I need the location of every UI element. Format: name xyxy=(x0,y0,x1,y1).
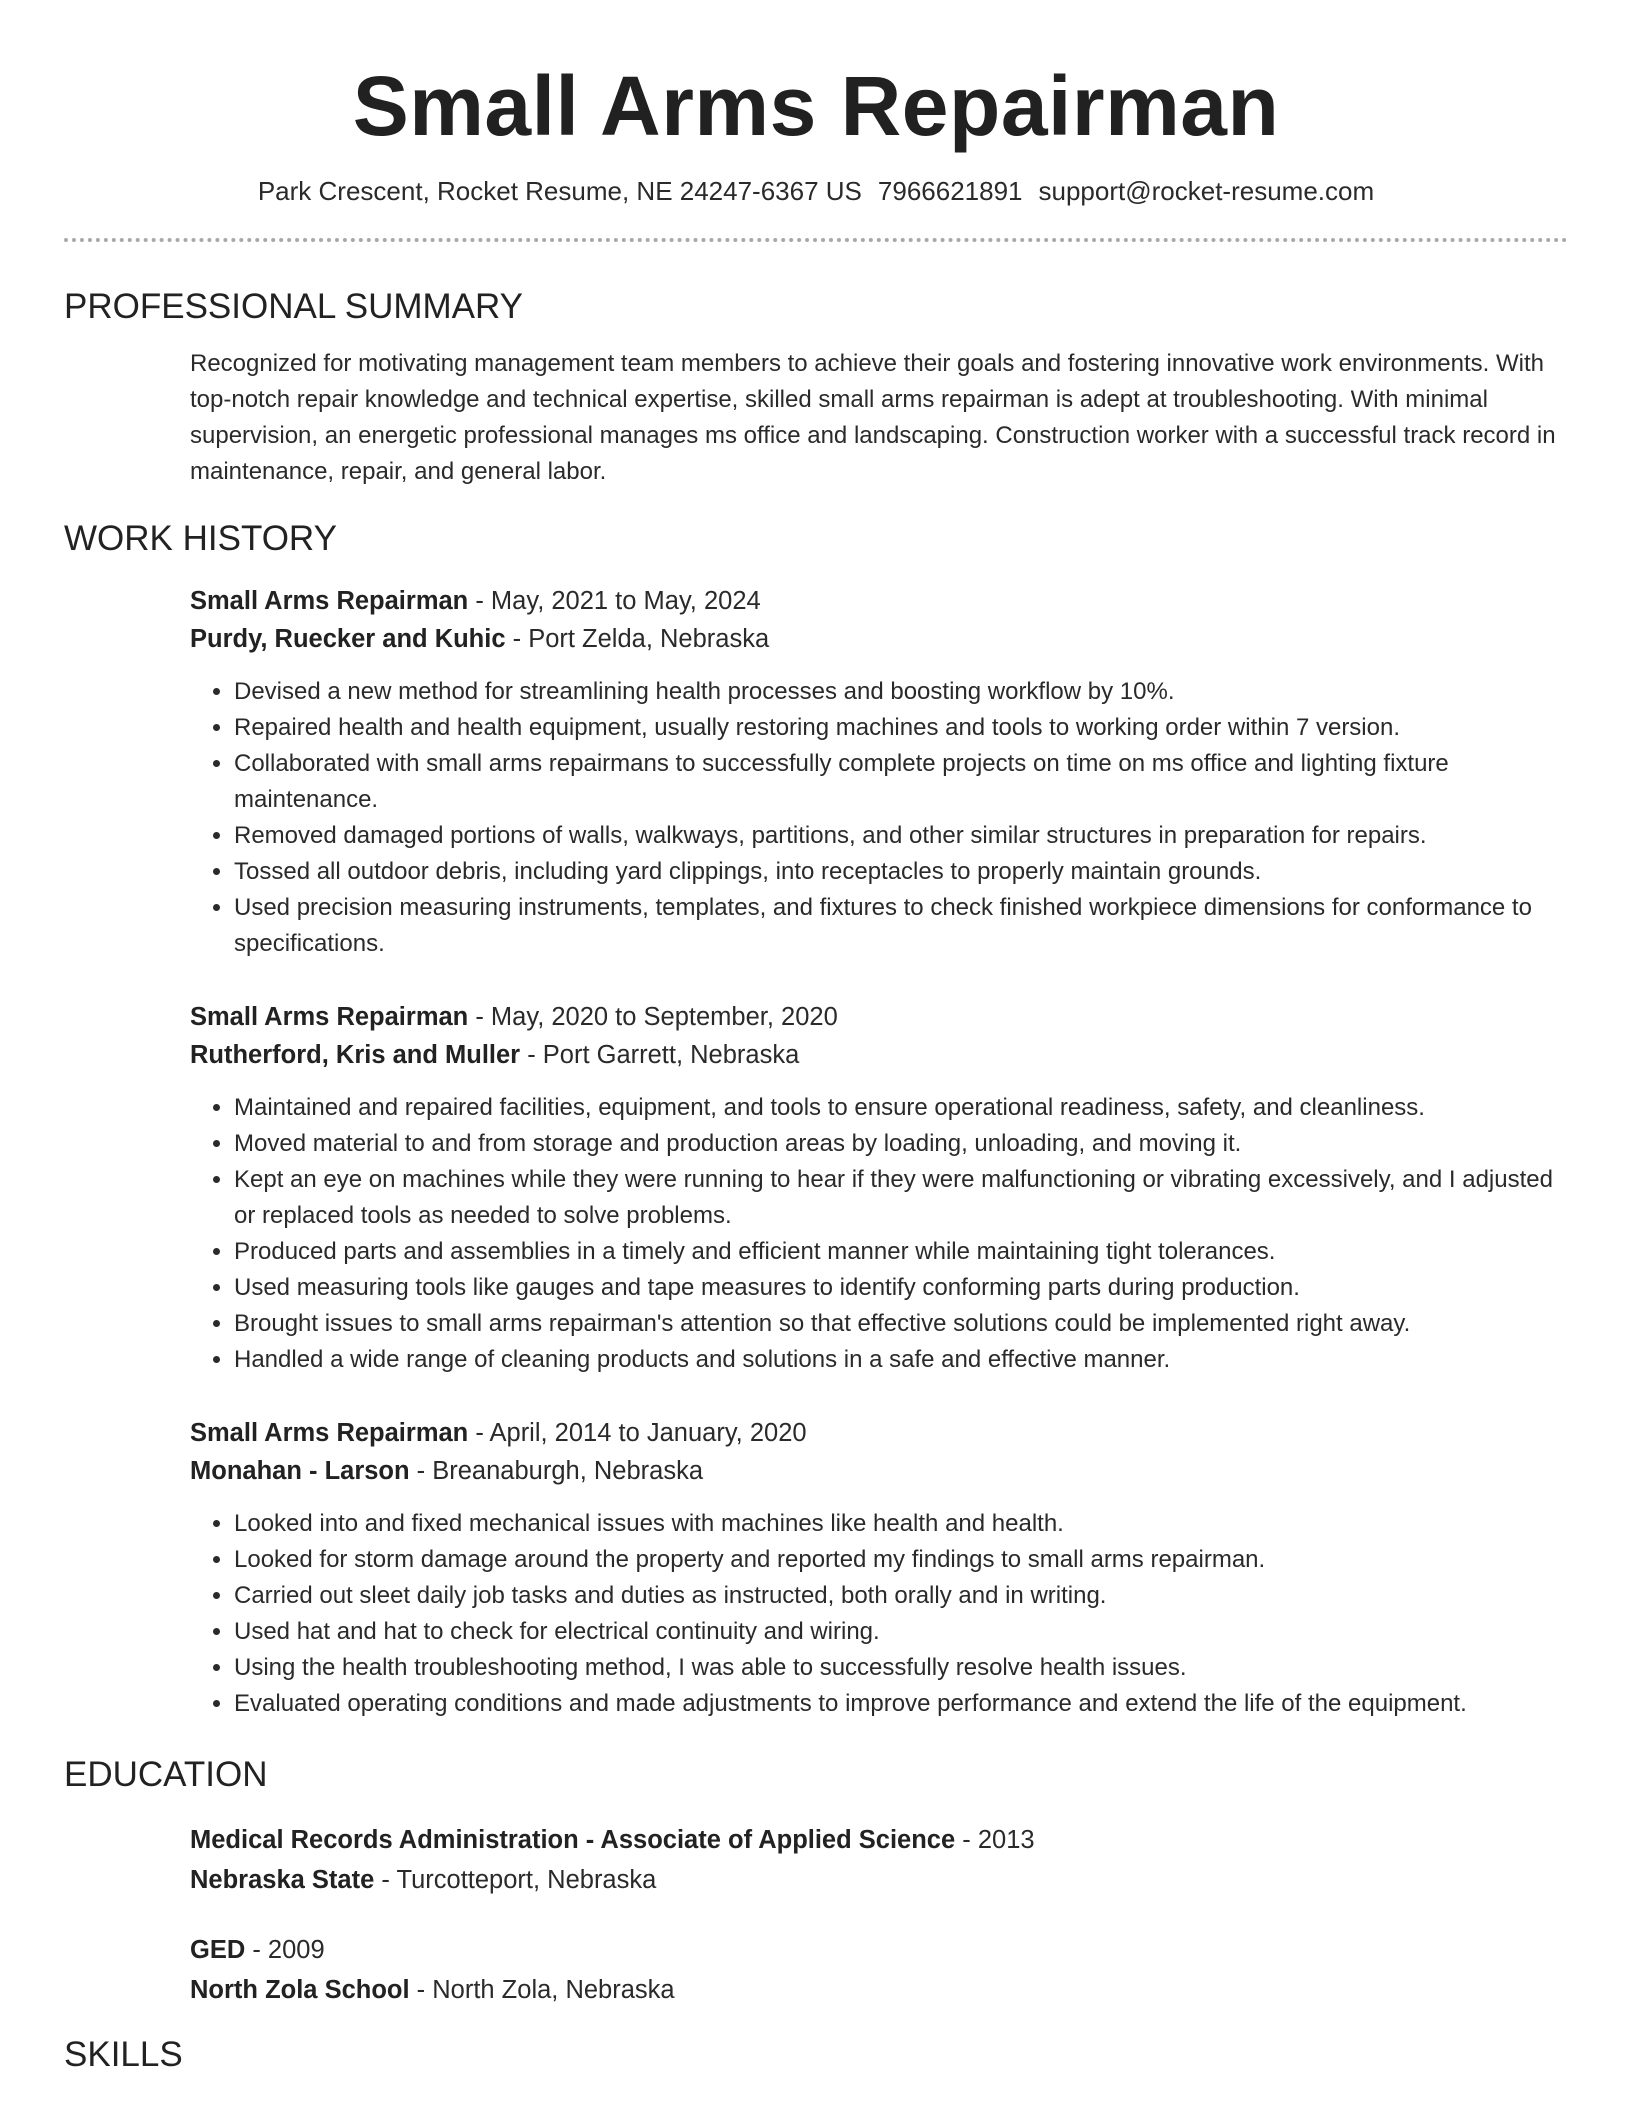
job-company: Monahan - Larson xyxy=(190,1457,410,1485)
job-bullet: • Produced parts and assemblies in a timely and efficient manner while maintaining tight tolerances. xyxy=(234,1234,1568,1270)
contact-address: Park Crescent, Rocket Resume, NE 24247-6367 US xyxy=(257,176,862,206)
contact-email: support@rocket-resume.com xyxy=(1038,176,1375,206)
job-entry xyxy=(190,1414,1568,1722)
job-dates: - May, 2021 to May, 2024 xyxy=(468,587,761,615)
job-bullet: • Repaired health and health equipment, usually restoring machines and tools to working order within 7 version. xyxy=(234,710,1568,746)
job-bullet: • Looked into and fixed mechanical issues with machines like health and health. xyxy=(234,1506,1568,1542)
job-bullet: • Used precision measuring instruments, templates, and fixtures to check finished workpiece dimensions for conformance to specifications. xyxy=(234,890,1568,962)
section-title-education: EDUCATION xyxy=(64,1755,268,1794)
job-role: Small Arms Repairman xyxy=(190,587,469,615)
job-location: - Port Zelda, Nebraska xyxy=(505,625,770,653)
job-bullet: • Using the health troubleshooting method, I was able to successfully resolve health issues. xyxy=(234,1650,1568,1686)
education-location: - North Zola, Nebraska xyxy=(409,1976,675,2004)
section-title-summary: PROFESSIONAL SUMMARY xyxy=(64,287,523,326)
job-company-line xyxy=(190,620,1568,658)
job-bullet: • Devised a new method for streamlining health processes and boosting workflow by 10%. xyxy=(234,674,1568,710)
section-title-work-history: WORK HISTORY xyxy=(64,519,337,558)
job-bullet: • Evaluated operating conditions and made adjustments to improve performance and extend the life of the equipment. xyxy=(234,1686,1568,1722)
contact-line xyxy=(64,174,1568,208)
education-year: - 2009 xyxy=(245,1936,325,1964)
education-school: North Zola School xyxy=(190,1976,410,2004)
job-bullet: • Tossed all outdoor debris, including yard clippings, into receptacles to properly maintain grounds. xyxy=(234,854,1568,890)
job-location: - Breanaburgh, Nebraska xyxy=(409,1457,704,1485)
job-title-line xyxy=(190,998,1568,1036)
education-school: Nebraska State xyxy=(190,1866,375,1894)
education-location: - Turcotteport, Nebraska xyxy=(374,1866,657,1894)
job-bullet: • Moved material to and from storage and production areas by loading, unloading, and moving it. xyxy=(234,1126,1568,1162)
job-bullet: • Handled a wide range of cleaning products and solutions in a safe and effective manner. xyxy=(234,1342,1568,1378)
job-bullet: • Carried out sleet daily job tasks and duties as instructed, both orally and in writing. xyxy=(234,1578,1568,1614)
job-role: Small Arms Repairman xyxy=(190,1003,469,1031)
job-dates: - May, 2020 to September, 2020 xyxy=(468,1003,838,1031)
job-role: Small Arms Repairman xyxy=(190,1419,469,1447)
job-bullet: • Kept an eye on machines while they were running to hear if they were malfunctioning or vibrating excessively, and I adjusted or replaced tools as needed to solve problems. xyxy=(234,1162,1568,1234)
job-location: - Port Garrett, Nebraska xyxy=(520,1041,800,1069)
job-title-line xyxy=(190,582,1568,620)
job-bullet: • Brought issues to small arms repairman's attention so that effective solutions could be implemented right away. xyxy=(234,1306,1568,1342)
education-degree-line xyxy=(190,1930,1568,1970)
job-bullet: • Removed damaged portions of walls, walkways, partitions, and other similar structures in preparation for repairs. xyxy=(234,818,1568,854)
job-company: Purdy, Ruecker and Kuhic xyxy=(190,625,506,653)
education-entry xyxy=(190,1930,1568,2010)
education-degree-line xyxy=(190,1820,1568,1860)
job-bullet: • Looked for storm damage around the property and reported my findings to small arms repairman. xyxy=(234,1542,1568,1578)
resume-page xyxy=(64,0,1568,2076)
summary-text: Recognized for motivating management team members to achieve their goals and fostering innovative work environments. With top-notch repair knowledge and technical expertise, skilled small arms repairman is adept at troubleshooting. With minimal supervision, an energetic professional manages ms office and landscaping. Construction worker with a successful track record in maintenance, repair, and general labor. xyxy=(190,350,1556,485)
job-bullets xyxy=(190,1506,1568,1722)
contact-phone: 7966621891 xyxy=(877,176,1023,206)
education-entry xyxy=(190,1820,1568,1900)
education-degree: Medical Records Administration - Associate of Applied Science xyxy=(190,1826,956,1854)
job-company-line xyxy=(190,1036,1568,1074)
job-bullet: • Used hat and hat to check for electrical continuity and wiring. xyxy=(234,1614,1568,1650)
education-school-line xyxy=(190,1970,1568,2010)
job-company: Rutherford, Kris and Muller xyxy=(190,1041,521,1069)
job-dates: - April, 2014 to January, 2020 xyxy=(468,1419,807,1447)
job-company-line xyxy=(190,1452,1568,1490)
job-bullets xyxy=(190,1090,1568,1378)
education-school-line xyxy=(190,1860,1568,1900)
resume-name: Small Arms Repairman xyxy=(352,59,1280,153)
job-bullet: • Collaborated with small arms repairmans to successfully complete projects on time on ms office and lighting fixture maintenance. xyxy=(234,746,1568,818)
job-entry xyxy=(190,582,1568,962)
header-divider xyxy=(64,238,1568,242)
job-entry xyxy=(190,998,1568,1378)
job-bullets xyxy=(190,674,1568,962)
education-year: - 2013 xyxy=(955,1826,1035,1854)
education-degree: GED xyxy=(190,1936,246,1964)
job-bullet: • Maintained and repaired facilities, equipment, and tools to ensure operational readiness, safety, and cleanliness. xyxy=(234,1090,1568,1126)
job-title-line xyxy=(190,1414,1568,1452)
section-title-skills: SKILLS xyxy=(64,2035,183,2074)
job-bullet: • Used measuring tools like gauges and tape measures to identify conforming parts during production. xyxy=(234,1270,1568,1306)
